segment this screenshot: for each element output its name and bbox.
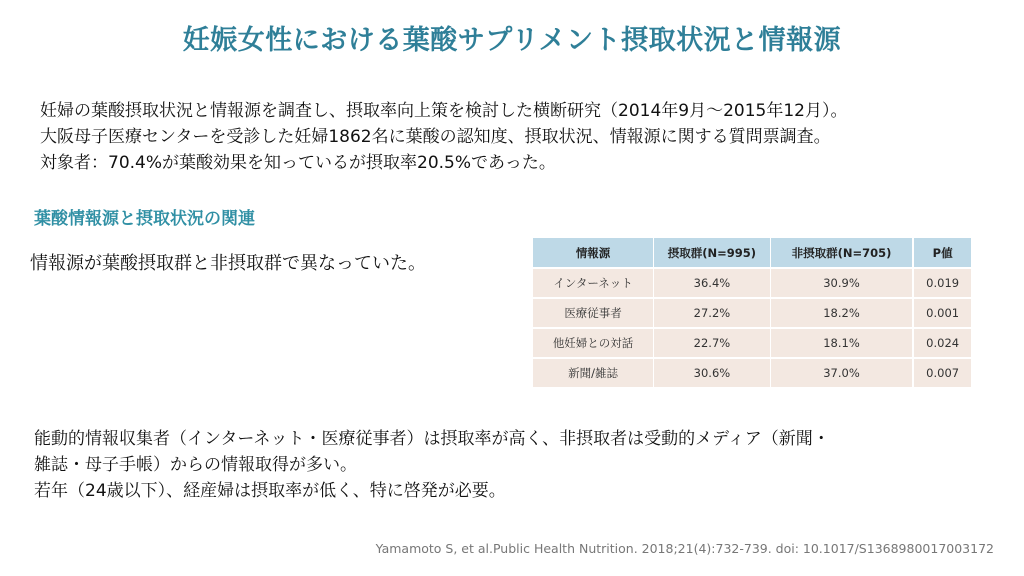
conclusion-line: 雑誌・母子手帳）からの情報取得が多い。 xyxy=(34,455,357,475)
slide-title: 妊娠女性における葉酸サプリメント摂取状況と情報源 xyxy=(182,25,842,56)
info-source-table xyxy=(533,238,971,387)
cell-intake: 30.6% xyxy=(654,358,771,387)
conclusion-line: 若年（24歳以下）、経産婦は摂取率が低く、特に啓発が必要。 xyxy=(34,481,506,501)
cell-p-value: 0.007 xyxy=(913,358,971,387)
intro-block xyxy=(40,98,1000,176)
cell-non-intake: 18.2% xyxy=(770,298,913,328)
table-row xyxy=(533,328,971,358)
cell-intake: 22.7% xyxy=(654,328,771,358)
cell-p-value: 0.001 xyxy=(913,298,971,328)
intro-line: 対象者：70.4%が葉酸効果を知っているが摂取率20.5%であった。 xyxy=(40,153,556,173)
cell-source: 他妊婦との対話 xyxy=(533,328,654,358)
cell-non-intake: 18.1% xyxy=(770,328,913,358)
intro-line: 妊婦の葉酸摂取状況と情報源を調査し、摂取率向上策を検討した横断研究（2014年9月～2015年12月）。 xyxy=(40,101,848,121)
conclusion-block xyxy=(34,426,994,504)
header-source: 情報源 xyxy=(533,238,654,268)
finding-text: 情報源が葉酸摂取群と非摂取群で異なっていた。 xyxy=(30,253,426,274)
cell-source: 新聞/雑誌 xyxy=(533,358,654,387)
table-row xyxy=(533,358,971,387)
table-row xyxy=(533,298,971,328)
header-p-value: P値 xyxy=(913,238,971,268)
cell-intake: 27.2% xyxy=(654,298,771,328)
conclusion-line: 能動的情報収集者（インターネット・医療従事者）は摂取率が高く、非摂取者は受動的メディア（新聞・ xyxy=(34,429,830,449)
cell-non-intake: 37.0% xyxy=(770,358,913,387)
table-row xyxy=(533,268,971,298)
header-intake: 摂取群(N=995) xyxy=(654,238,771,268)
cell-intake: 36.4% xyxy=(654,268,771,298)
intro-line: 大阪母子医療センターを受診した妊婦1862名に葉酸の認知度、摂取状況、情報源に関する質問票調査。 xyxy=(40,127,831,147)
cell-non-intake: 30.9% xyxy=(770,268,913,298)
cell-source: 医療従事者 xyxy=(533,298,654,328)
cell-p-value: 0.024 xyxy=(913,328,971,358)
cell-p-value: 0.019 xyxy=(913,268,971,298)
cell-source: インターネット xyxy=(533,268,654,298)
citation-text: Yamamoto S, et al.Public Health Nutrition. 2018;21(4):732-739. doi: 10.1017/S1368980017003172 xyxy=(375,541,994,556)
section-heading: 葉酸情報源と摂取状況の関連 xyxy=(34,209,255,229)
table-header-row xyxy=(533,238,971,268)
header-non-intake: 非摂取群(N=705) xyxy=(770,238,913,268)
